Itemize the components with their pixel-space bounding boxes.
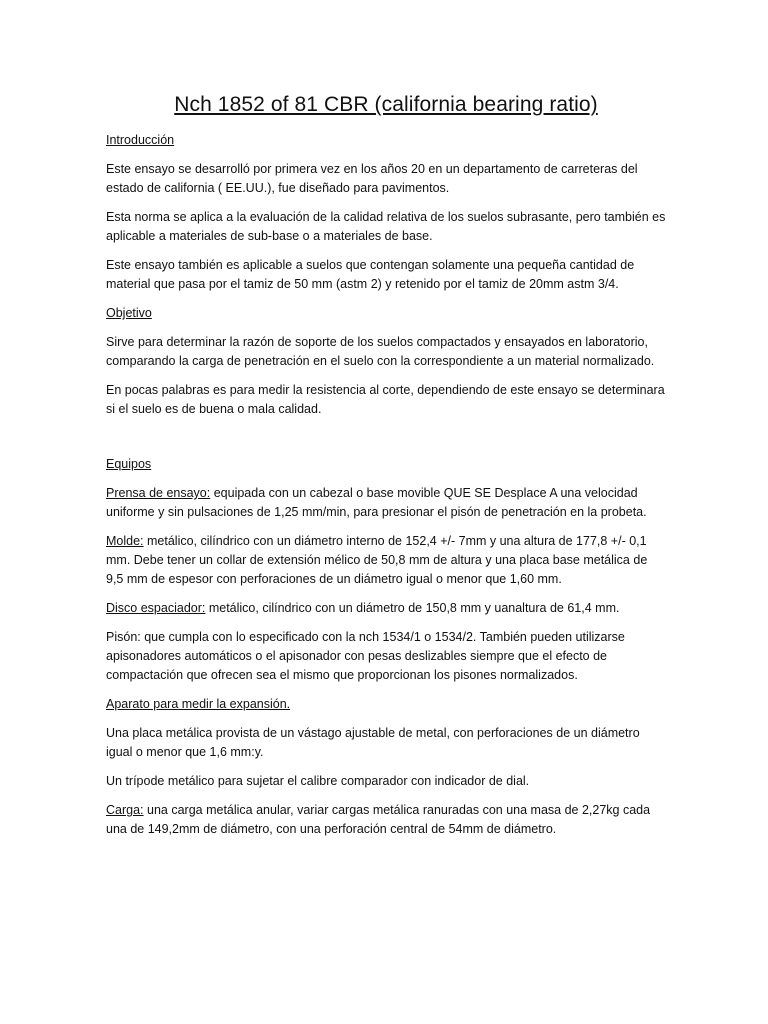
equipos-tripode-paragraph: Un trípode metálico para sujetar el calibre comparador con indicador de dial. — [106, 774, 530, 788]
equipos-disco-paragraph — [106, 599, 666, 618]
intro-paragraph-3: Este ensayo también es aplicable a suelos que contengan solamente una pequeña cantidad de material que pasa por el tamiz de 50 mm (astm 2) y retenido por el tamiz de 20mm astm 3/4. — [106, 258, 635, 291]
intro-paragraph-2: Esta norma se aplica a la evaluación de la calidad relativa de los suelos subrasante, pero también es aplicable a materiales de sub-base o a materiales de base. — [106, 210, 666, 243]
equipos-molde-paragraph — [106, 532, 666, 589]
molde-text: metálico, cilíndrico con un diámetro interno de 152,4 +/- 7mm y una altura de 177,8 +/- 0,1 mm. Debe tener un collar de extensión mélico de 50,8 mm de altura y una placa base metálica de 9,5 mm de espesor con perforaciones de un diámetro igual o menor que 1,60 mm. — [106, 534, 648, 586]
section-heading-objetivo: Objetivo — [106, 306, 152, 320]
prensa-text: equipada con un cabezal o base movible QUE SE Desplace A una velocidad uniforme y sin pulsaciones de 1,25 mm/min, para presionar el pisón de penetración en la probeta. — [106, 486, 647, 519]
equipos-carga-paragraph — [106, 801, 666, 839]
equipos-prensa-paragraph — [106, 484, 666, 522]
intro-paragraph-1: Este ensayo se desarrolló por primera vez en los años 20 en un departamento de carreteras del estado de california ( EE.UU.), fue diseñado para pavimentos. — [106, 162, 638, 195]
document-title: Nch 1852 of 81 CBR (california bearing ratio) — [174, 93, 598, 116]
term-molde: Molde: — [106, 534, 144, 548]
equipos-placa-paragraph: Una placa metálica provista de un vástago ajustable de metal, con perforaciones de un diámetro igual o menor que 1,6 mm:y. — [106, 726, 640, 759]
objetivo-paragraph-2: En pocas palabras es para medir la resistencia al corte, dependiendo de este ensayo se determinara si el suelo es de buena o mala calidad. — [106, 383, 665, 416]
term-disco: Disco espaciador: — [106, 601, 206, 615]
disco-text: metálico, cilíndrico con un diámetro de 150,8 mm y uanaltura de 61,4 mm. — [205, 601, 620, 615]
equipos-pison-paragraph: Pisón: que cumpla con lo especificado con la nch 1534/1 o 1534/2. También pueden utilizarse apisonadores automáticos o el apisonador con pesas deslizables siempre que el efecto de compactación que ofrecen sea el mismo que proporcionan los pisones normalizados. — [106, 630, 625, 682]
objetivo-paragraph-1: Sirve para determinar la razón de soporte de los suelos compactados y ensayados en laboratorio, comparando la carga de penetración en el suelo con la correspondiente a un material normalizado. — [106, 335, 655, 368]
section-spacer — [106, 429, 666, 455]
section-heading-introduccion: Introducción — [106, 133, 175, 147]
term-prensa: Prensa de ensayo: — [106, 486, 211, 500]
subheading-aparato-expansion: Aparato para medir la expansión. — [106, 697, 291, 711]
document-content — [106, 92, 666, 849]
carga-text: una carga metálica anular, variar cargas metálica ranuradas con una masa de 2,27kg cada una de 149,2mm de diámetro, con una perforación central de 54mm de diámetro. — [106, 803, 651, 836]
term-carga: Carga: — [106, 803, 144, 817]
section-heading-equipos: Equipos — [106, 457, 152, 471]
